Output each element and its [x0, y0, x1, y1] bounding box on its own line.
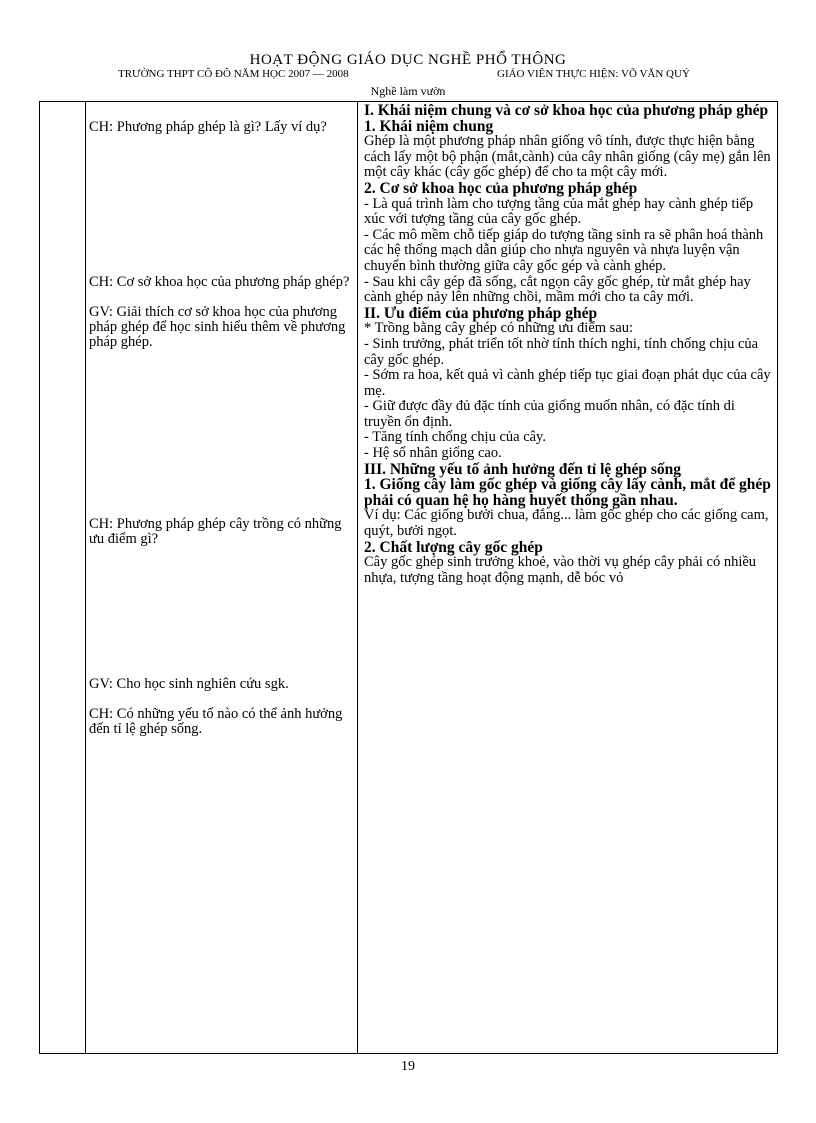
content-paragraph: Ghép là một phương pháp nhân giống vô tính, được thực hiện bằng cách lấy một bộ phận (mắt,cành) của cây nhân giống (cây mẹ) gắn lên một cây khác (cây gốc ghép) để cho ta một cây mới. [364, 133, 771, 181]
content-paragraph: 2. Chất lượng cây gốc ghép [364, 538, 543, 556]
content-paragraph: III. Những yếu tố ảnh hưởng đến tỉ lệ ghép sống [364, 460, 682, 478]
lesson-content [364, 103, 774, 586]
content-paragraph: - Giữ được đầy đủ đặc tính của giống muốn nhân, có đặc tính di truyền ổn định. [364, 398, 735, 430]
question-item: CH: Có những yếu tố nào có thể ảnh hưởng đến tỉ lệ ghép sống. [89, 706, 343, 737]
content-paragraph: 1. Khái niệm chung [364, 117, 494, 135]
content-paragraph: - Sinh trưởng, phát triển tốt nhờ tính thích nghi, tính chống chịu của cây gốc ghép. [364, 335, 759, 368]
content-paragraph: - Tăng tính chống chịu của cây. [364, 429, 546, 446]
content-paragraph: II. Ưu điểm của phương pháp ghép [364, 304, 598, 322]
question-item: CH: Phương pháp ghép là gì? Lấy ví dụ? [89, 119, 327, 135]
school-year: TRƯỜNG THPT CÔ ĐÔ NĂM HỌC 2007 — 2008 [118, 68, 349, 80]
content-paragraph: 1. Giống cây làm gốc ghép và giống cây lấy cành, mắt để ghép phải có quan hệ họ hàng huyết thống gần nhau. [364, 476, 771, 509]
teacher-name: GIÁO VIÊN THỰC HIỆN: VÕ VĂN QUÝ [497, 68, 690, 80]
content-paragraph: Ví dụ: Các giống bưởi chua, đắng... làm gốc ghép cho các giống cam, quýt, bưởi ngọt. [364, 507, 769, 540]
subject-line: Nghề làm vườn [370, 84, 446, 98]
column-divider [357, 102, 358, 1053]
question-item: CH: Phương pháp ghép cây trồng có những ưu điểm gì? [89, 516, 342, 547]
content-paragraph: - Hệ số nhân giống cao. [364, 445, 502, 462]
content-paragraph: - Các mô mềm chỗ tiếp giáp do tượng tầng sinh ra sẽ phân hoá thành các hệ thống mạch dẫn giúp cho nhựa nguyên và nhựa luyện vận chuyển bình thường giữa cây gốc gép và cành ghép. [364, 226, 764, 274]
content-paragraph: - Là quá trình làm cho tượng tầng của mắt ghép hay cành ghép tiếp xúc với tượng tầng của cây gốc ghép. [364, 195, 754, 228]
content-paragraph: Cây gốc ghép sinh trưởng khoẻ, vào thời vụ ghép cây phải có nhiều nhựa, tượng tầng hoạt động mạnh, dễ bóc vỏ [364, 554, 757, 586]
page-number: 19 [401, 1059, 415, 1074]
content-paragraph: I. Khái niệm chung và cơ sở khoa học của phương pháp ghép [364, 102, 769, 119]
column-divider [85, 102, 86, 1053]
lesson-table [39, 101, 778, 1054]
question-item: CH: Cơ sở khoa học của phương pháp ghép? [89, 274, 350, 290]
content-paragraph: - Sau khi cây gép đã sống, cắt ngọn cây gốc ghép, từ mắt ghép hay cành ghép nảy lên những chồi, mầm mới cho ta cây mới. [364, 273, 751, 306]
content-paragraph: - Sớm ra hoa, kết quả vì cành ghép tiếp tục giai đoạn phát dục của cây mẹ. [364, 367, 771, 399]
question-item: GV: Giải thích cơ sở khoa học của phương pháp ghép để học sinh hiểu thêm về phương pháp ghép. [89, 304, 346, 350]
document-title: HOẠT ĐỘNG GIÁO DỤC NGHỀ PHỔ THÔNG [249, 52, 567, 68]
content-paragraph: 2. Cơ sở khoa học của phương pháp ghép [364, 179, 638, 197]
content-paragraph: * Trồng bằng cây ghép có những ưu điểm sau: [364, 320, 634, 337]
question-item: GV: Cho học sinh nghiên cứu sgk. [89, 676, 289, 692]
